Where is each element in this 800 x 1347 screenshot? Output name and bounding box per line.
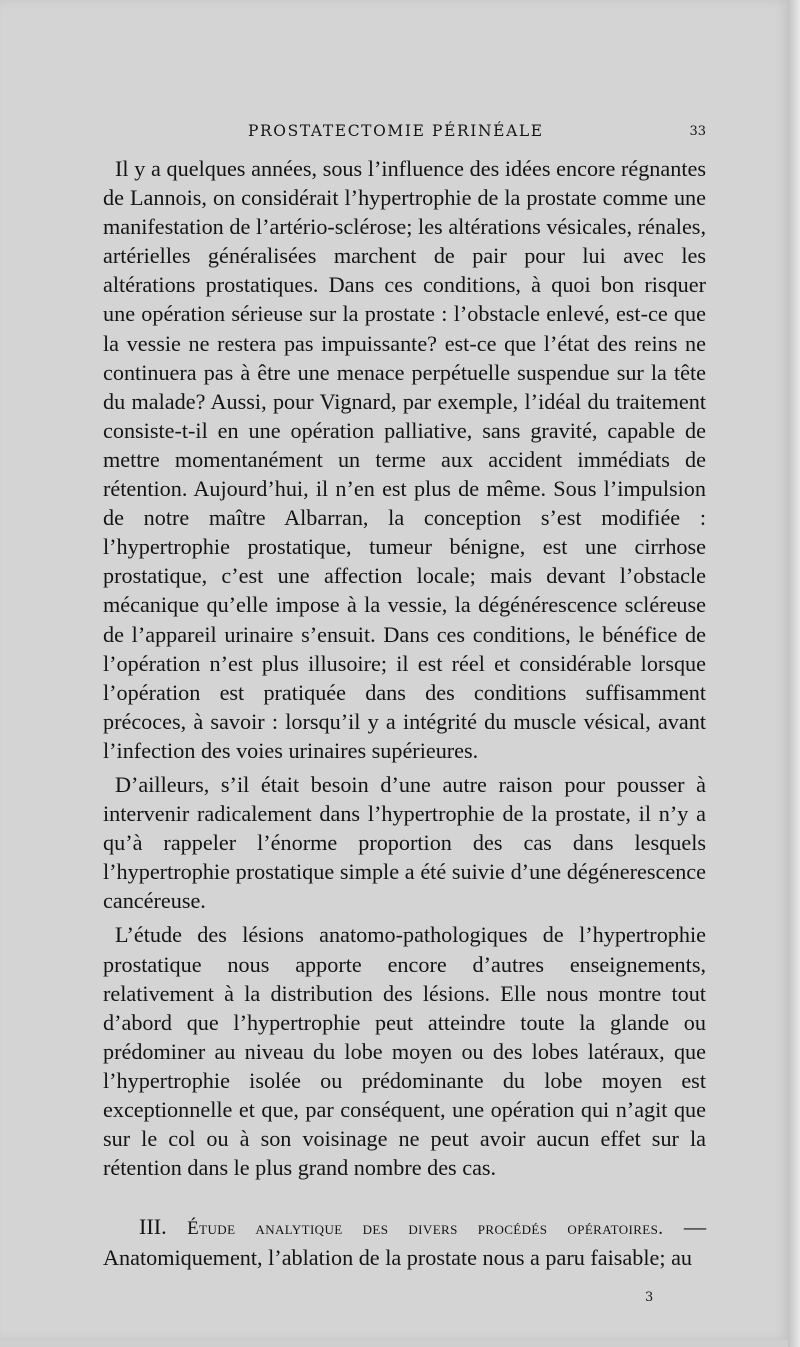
paragraph-lannois: Il y a quelques années, sous l’influence des idées encore régnantes de Lannois, on considérait l’hypertrophie de la prostate comme une manifestation de l’artério-sclérose; les altérations vésicales, rénales, artérielles généralisées marchent de pair pour lui avec les altérations prostatiques. Dans ces conditions, à quoi bon risquer une opération sérieuse sur la prostate : l’obstacle enlevé, est-ce que la vessie ne restera pas impuissante? est-ce que l’état des reins ne continuera pas à être une menace perpétuelle suspendue sur la tête du malade? Aussi, pour Vignard, par exemple, l’idéal du traitement consiste-t-il en une opération palliative, sans gravité, capable de mettre momentanément un terme aux accident immédiats de rétention. Aujourd’hui, il n’en est plus de même. Sous l’impulsion de notre maître Albarran, la conception s’est modifiée : l’hypertrophie prostatique, tumeur bénigne, est une cirrhose prostatique, c’est une affection locale; mais devant l’obstacle mécanique qu’elle impose à la vessie, la dégénérescence scléreuse de l’appareil urinaire s’ensuit. Dans ces conditions, le bénéfice de l’opération n’est plus illusoire; il est réel et considérable lorsque l’opération est pratiquée dans des conditions suffisamment précoces, à savoir : lorsqu’il y a intégrité du muscle vésical, avant l’infection des voies urinaires supérieures. [103, 156, 706, 763]
signature-mark: 3 [645, 1290, 654, 1305]
paragraph-anatomo-pathologie: L’étude des lésions anatomo-pathologiques de l’hypertrophie prostatique nous apporte encore d’autres enseignements, relativement à la distribution des lésions. Elle nous montre tout d’abord que l’hypertrophie peut atteindre toute la glande ou prédominer au niveau du lobe moyen ou des lobes latéraux, que l’hypertrophie isolée ou prédominante du lobe moyen est exceptionnelle et que, par conséquent, une opération qui n’agit que sur le col ou à son voisinage ne peut avoir aucun effet sur la rétention dans le plus grand nombre des cas. [103, 922, 706, 1181]
page-header [102, 118, 706, 146]
page-number: 33 [689, 124, 706, 139]
body-text [103, 154, 706, 1272]
section-title: Étude analytique des divers procédés opératoires. [187, 1218, 664, 1240]
section-heading-paragraph [103, 1212, 706, 1272]
section-number: III. [139, 1214, 167, 1240]
section-dash: — [663, 1214, 707, 1240]
paragraph-degenerescence: D’ailleurs, s’il était besoin d’une autre raison pour pousser à intervenir radicalement dans l’hypertrophie de la prostate, il n’y a qu’à rappeler l’énorme proportion des cas dans lesquels l’hypertrophie prostatique simple a été suivie d’une dégénerescence cancéreuse. [103, 771, 706, 914]
page-edge [788, 0, 800, 1347]
section-text: Anatomiquement, l’ablation de la prostate nous a paru faisable; au [103, 1245, 693, 1271]
running-title: PROSTATECTOMIE PÉRINÉALE [248, 122, 544, 140]
